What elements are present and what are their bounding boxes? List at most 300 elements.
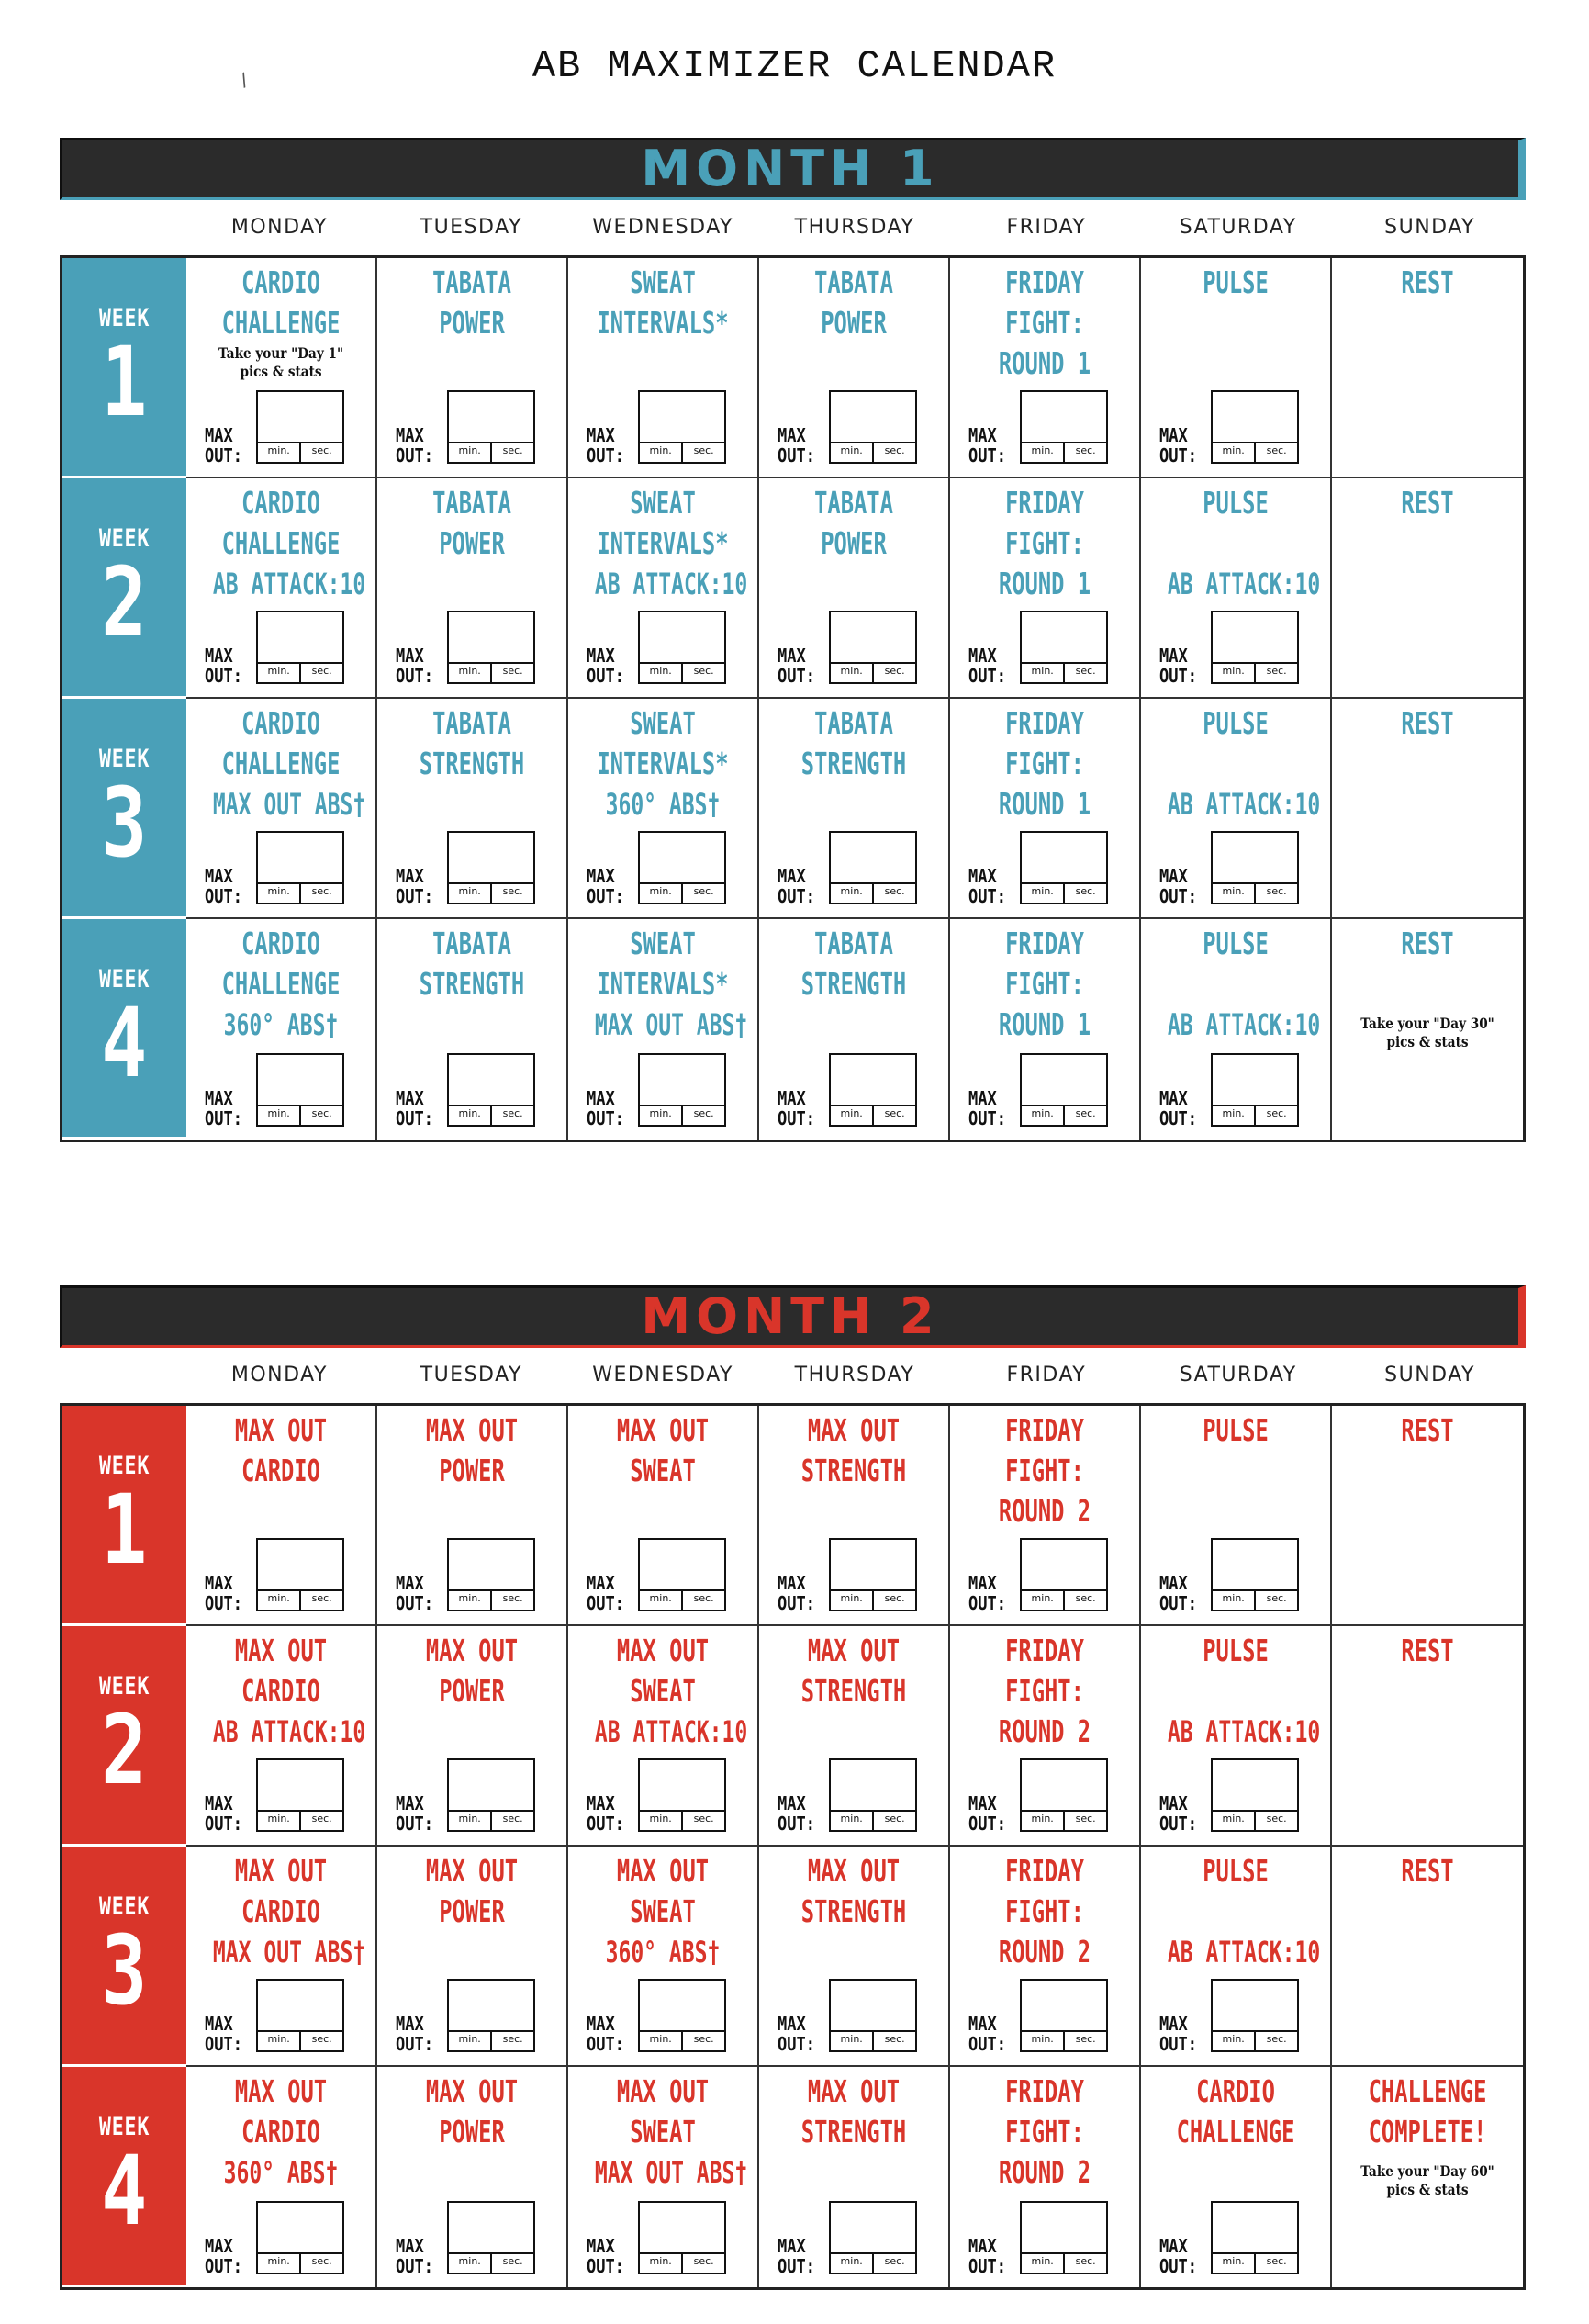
max-out-time-box[interactable]: [829, 2201, 917, 2274]
max-out-time-box[interactable]: [447, 831, 535, 904]
seconds-label: sec.: [884, 1107, 905, 1119]
minutes-label: min.: [449, 1591, 492, 1610]
max-out-label-line: MAX: [396, 1572, 424, 1594]
week-number: 2: [101, 1694, 148, 1806]
max-out-label: [1159, 1793, 1197, 1834]
max-out-label-line: OUT:: [587, 1592, 624, 1614]
minutes-label: min.: [640, 2254, 683, 2273]
max-out-entry: [396, 831, 535, 907]
max-out-entry: [205, 1979, 344, 2055]
workout-cell: [759, 699, 950, 919]
workout-name: FIGHT:: [1005, 1673, 1084, 1709]
max-out-time-box[interactable]: [447, 611, 535, 684]
week-word: WEEK: [98, 745, 151, 773]
max-out-time-box[interactable]: [638, 1758, 726, 1832]
workout-addon: MAX OUT ABS†: [212, 1935, 366, 1970]
max-out-label: [778, 646, 815, 686]
workout-cell: [186, 699, 377, 919]
max-out-time-box[interactable]: [1211, 831, 1299, 904]
workout-addon: 360° ABS†: [605, 787, 721, 822]
max-out-label-line: MAX: [587, 645, 615, 667]
max-out-time-box[interactable]: [1020, 831, 1108, 904]
seconds-label: sec.: [884, 2033, 905, 2045]
seconds-label: sec.: [1075, 2255, 1096, 2267]
max-out-label-line: MAX: [1159, 1792, 1188, 1814]
month-1-banner: [60, 138, 1526, 200]
day-header-sunday: SUNDAY: [1384, 1364, 1475, 1387]
max-out-entry: [778, 390, 917, 464]
max-out-label-line: OUT:: [396, 885, 433, 907]
max-out-time-units: [638, 882, 726, 904]
max-out-time-units: [256, 1589, 344, 1611]
workout-name: TABATA: [814, 926, 893, 961]
workout-cell: [377, 1626, 568, 1847]
workout-name: CHALLENGE: [221, 525, 341, 561]
max-out-label: [1159, 646, 1197, 686]
max-out-label-line: MAX: [778, 1792, 806, 1814]
workout-cell: [186, 1626, 377, 1847]
workout-name: CHALLENGE: [1368, 2073, 1487, 2109]
workout-name: CARDIO: [241, 926, 320, 961]
seconds-label: sec.: [1266, 885, 1287, 897]
workout-name: REST: [1401, 485, 1454, 521]
max-out-entry: [1159, 1758, 1299, 1835]
max-out-time-box[interactable]: [447, 2201, 535, 2274]
workout-cell: [568, 478, 759, 699]
workout-name: PULSE: [1203, 1633, 1269, 1668]
max-out-label-line: OUT:: [205, 2033, 242, 2055]
workout-name: FRIDAY: [1005, 705, 1084, 741]
max-out-label: [396, 425, 433, 466]
max-out-time-box[interactable]: [1211, 1538, 1299, 1611]
minutes-label: min.: [1022, 884, 1065, 903]
max-out-label-line: MAX: [1159, 645, 1188, 667]
max-out-label: [396, 1573, 433, 1613]
workout-cell: [1141, 1847, 1332, 2067]
seconds-label: sec.: [884, 885, 905, 897]
workout-name: CARDIO: [241, 264, 320, 300]
max-out-label-line: OUT:: [205, 665, 242, 687]
max-out-label-line: OUT:: [587, 2255, 624, 2277]
max-out-label-line: MAX: [587, 1792, 615, 1814]
seconds-label: sec.: [884, 444, 905, 456]
max-out-label: [205, 2014, 242, 2054]
minutes-label: min.: [640, 884, 683, 903]
workout-name: ROUND 1: [998, 566, 1091, 601]
max-out-label-line: OUT:: [587, 665, 624, 687]
max-out-label: [587, 2236, 624, 2276]
workout-name: MAX OUT: [616, 1412, 710, 1448]
workout-name: TABATA: [814, 264, 893, 300]
max-out-entry: [396, 1979, 535, 2055]
workout-cell: [377, 919, 568, 1140]
week-number: 4: [101, 2135, 148, 2247]
week-word: WEEK: [98, 1452, 151, 1480]
max-out-entry: [396, 1053, 535, 1127]
seconds-label: sec.: [1266, 2033, 1287, 2045]
max-out-label: [1159, 1573, 1197, 1613]
minutes-label: min.: [1022, 2254, 1065, 2273]
workout-name: FIGHT:: [1005, 525, 1084, 561]
workout-cell: [568, 2067, 759, 2287]
week-word: WEEK: [98, 304, 151, 332]
max-out-time-units: [1020, 2252, 1108, 2274]
max-out-label-line: MAX: [205, 865, 233, 887]
minutes-label: min.: [831, 1812, 874, 1830]
max-out-time-units: [1211, 662, 1299, 684]
seconds-label: sec.: [693, 2255, 714, 2267]
max-out-time-box[interactable]: [829, 1053, 917, 1127]
workout-name: PULSE: [1203, 1853, 1269, 1889]
max-out-time-box[interactable]: [829, 1758, 917, 1832]
max-out-entry: [396, 1538, 535, 1614]
max-out-label-line: MAX: [1159, 1572, 1188, 1594]
workout-name: STRENGTH: [800, 1673, 907, 1709]
max-out-entry: [968, 1758, 1108, 1835]
minutes-label: min.: [258, 443, 301, 462]
max-out-time-units: [256, 442, 344, 464]
workout-cell: [377, 1847, 568, 2067]
document-title: AB MAXIMIZER CALENDAR: [532, 44, 1057, 88]
workout-cell: [568, 699, 759, 919]
workout-name: FRIDAY: [1005, 2073, 1084, 2109]
workout-name: ROUND 2: [998, 1493, 1091, 1529]
max-out-entry: [587, 1538, 726, 1614]
max-out-time-units: [829, 662, 917, 684]
max-out-time-units: [1020, 442, 1108, 464]
workout-name: MAX OUT: [234, 1853, 328, 1889]
max-out-time-units: [638, 1810, 726, 1832]
max-out-label-line: MAX: [396, 2013, 424, 2035]
workout-cell: [568, 919, 759, 1140]
workout-cell: [759, 478, 950, 699]
workout-name: STRENGTH: [800, 746, 907, 781]
minutes-label: min.: [258, 1106, 301, 1125]
max-out-time-box[interactable]: [1020, 1538, 1108, 1611]
workout-name: CARDIO: [241, 485, 320, 521]
max-out-label: [205, 425, 242, 466]
workout-name: CHALLENGE: [221, 746, 341, 781]
max-out-entry: [205, 2201, 344, 2277]
max-out-time-box[interactable]: [1211, 611, 1299, 684]
workout-cell: [950, 2067, 1141, 2287]
max-out-entry: [968, 1538, 1108, 1614]
workout-cell: [1332, 699, 1523, 919]
max-out-time-box[interactable]: [256, 390, 344, 464]
max-out-time-box[interactable]: [1211, 1758, 1299, 1832]
max-out-time-box[interactable]: [829, 1979, 917, 2052]
seconds-label: sec.: [311, 2033, 332, 2045]
max-out-label-line: MAX: [205, 1087, 233, 1109]
max-out-entry: [587, 831, 726, 907]
max-out-label-line: MAX: [396, 645, 424, 667]
max-out-entry: [1159, 390, 1299, 464]
workout-name: FIGHT:: [1005, 746, 1084, 781]
max-out-entry: [587, 1758, 726, 1835]
workout-name: COMPLETE!: [1368, 2114, 1487, 2150]
day-header-monday: MONDAY: [230, 1364, 328, 1387]
seconds-label: sec.: [693, 665, 714, 677]
max-out-label-line: MAX: [396, 424, 424, 446]
workout-name: CARDIO: [241, 1673, 320, 1709]
max-out-label: [205, 866, 242, 906]
minutes-label: min.: [1022, 1106, 1065, 1125]
max-out-time-units: [256, 882, 344, 904]
seconds-label: sec.: [1075, 1107, 1096, 1119]
workout-name: MAX OUT: [807, 1853, 901, 1889]
seconds-label: sec.: [502, 2255, 523, 2267]
day-header-saturday: SATURDAY: [1179, 216, 1297, 239]
minutes-label: min.: [1213, 1106, 1256, 1125]
seconds-label: sec.: [311, 1107, 332, 1119]
max-out-time-units: [829, 2252, 917, 2274]
workout-name: POWER: [439, 2114, 505, 2150]
photo-note-line: Take your "Day 60": [1360, 2162, 1494, 2180]
max-out-time-box[interactable]: [256, 1758, 344, 1832]
minutes-label: min.: [1022, 443, 1065, 462]
workout-name: MAX OUT: [234, 1633, 328, 1668]
max-out-time-box[interactable]: [1020, 1979, 1108, 2052]
workout-name: ROUND 2: [998, 1934, 1091, 1970]
max-out-time-box[interactable]: [829, 831, 917, 904]
max-out-time-units: [447, 662, 535, 684]
max-out-label-line: OUT:: [968, 1107, 1006, 1129]
seconds-label: sec.: [311, 885, 332, 897]
max-out-time-box[interactable]: [1020, 611, 1108, 684]
max-out-label: [968, 1793, 1006, 1834]
max-out-label-line: OUT:: [205, 1107, 242, 1129]
max-out-time-units: [638, 1589, 726, 1611]
photo-note: [200, 344, 361, 381]
workout-name: SWEAT: [630, 264, 696, 300]
workout-name: CARDIO: [241, 1453, 320, 1488]
workout-cell: [377, 258, 568, 478]
max-out-label-line: MAX: [1159, 2013, 1188, 2035]
seconds-label: sec.: [693, 444, 714, 456]
max-out-time-box[interactable]: [256, 2201, 344, 2274]
max-out-time-box[interactable]: [256, 611, 344, 684]
workout-cell: [377, 1406, 568, 1626]
minutes-label: min.: [449, 664, 492, 682]
max-out-label: [396, 866, 433, 906]
workout-cell: [1332, 478, 1523, 699]
workout-name: ROUND 2: [998, 1713, 1091, 1749]
minutes-label: min.: [449, 884, 492, 903]
minutes-label: min.: [640, 443, 683, 462]
max-out-time-box[interactable]: [256, 831, 344, 904]
max-out-time-box[interactable]: [638, 390, 726, 464]
minutes-label: min.: [1213, 1812, 1256, 1830]
max-out-label-line: MAX: [1159, 2235, 1188, 2257]
workout-cell: [950, 1847, 1141, 2067]
stray-pen-mark: /: [237, 68, 252, 93]
max-out-time-box[interactable]: [447, 1538, 535, 1611]
workout-name: PULSE: [1203, 926, 1269, 961]
max-out-entry: [1159, 611, 1299, 687]
max-out-label: [968, 866, 1006, 906]
workout-name: PULSE: [1203, 705, 1269, 741]
max-out-time-units: [1211, 2030, 1299, 2052]
workout-name: SWEAT: [630, 2114, 696, 2150]
workout-name: PULSE: [1203, 264, 1269, 300]
seconds-label: sec.: [693, 2033, 714, 2045]
minutes-label: min.: [258, 2254, 301, 2273]
max-out-time-units: [447, 2030, 535, 2052]
seconds-label: sec.: [1266, 1813, 1287, 1824]
max-out-label-line: OUT:: [1159, 885, 1197, 907]
max-out-label: [1159, 425, 1197, 466]
seconds-label: sec.: [502, 444, 523, 456]
max-out-time-box[interactable]: [1020, 2201, 1108, 2274]
max-out-label: [1159, 2014, 1197, 2054]
max-out-label-line: OUT:: [778, 2033, 815, 2055]
seconds-label: sec.: [1266, 665, 1287, 677]
max-out-time-box[interactable]: [447, 1053, 535, 1127]
workout-cell: [1141, 478, 1332, 699]
week-label: [62, 1626, 186, 1847]
day-header-sunday: SUNDAY: [1384, 216, 1475, 239]
max-out-time-box[interactable]: [256, 1979, 344, 2052]
max-out-label-line: OUT:: [205, 444, 242, 466]
workout-name: REST: [1401, 1853, 1454, 1889]
max-out-label-line: MAX: [587, 865, 615, 887]
minutes-label: min.: [1213, 2032, 1256, 2050]
max-out-time-box[interactable]: [829, 390, 917, 464]
week-word: WEEK: [98, 2113, 151, 2141]
max-out-time-box[interactable]: [1211, 1053, 1299, 1127]
seconds-label: sec.: [311, 1592, 332, 1604]
seconds-label: sec.: [502, 1107, 523, 1119]
workout-name: CHALLENGE: [221, 966, 341, 1002]
workout-cell: [186, 258, 377, 478]
week-word: WEEK: [98, 1672, 151, 1701]
max-out-label-line: OUT:: [1159, 2033, 1197, 2055]
max-out-entry: [968, 2201, 1108, 2277]
max-out-time-box[interactable]: [1020, 1053, 1108, 1127]
max-out-label-line: OUT:: [778, 444, 815, 466]
max-out-time-box[interactable]: [638, 831, 726, 904]
max-out-label-line: OUT:: [1159, 1107, 1197, 1129]
workout-cell: [950, 1626, 1141, 1847]
seconds-label: sec.: [693, 885, 714, 897]
max-out-label-line: MAX: [205, 645, 233, 667]
max-out-label: [778, 1088, 815, 1128]
max-out-label-line: OUT:: [396, 2255, 433, 2277]
max-out-time-box[interactable]: [829, 611, 917, 684]
max-out-time-box[interactable]: [256, 1053, 344, 1127]
max-out-time-units: [829, 442, 917, 464]
seconds-label: sec.: [1075, 665, 1096, 677]
max-out-label-line: MAX: [396, 1087, 424, 1109]
max-out-time-units: [447, 2252, 535, 2274]
max-out-entry: [778, 1758, 917, 1835]
max-out-label: [968, 1088, 1006, 1128]
max-out-label: [587, 425, 624, 466]
max-out-entry: [205, 611, 344, 687]
workout-name: TABATA: [432, 705, 511, 741]
minutes-label: min.: [258, 884, 301, 903]
max-out-time-box[interactable]: [1020, 1758, 1108, 1832]
max-out-time-units: [638, 1105, 726, 1127]
seconds-label: sec.: [311, 2255, 332, 2267]
max-out-time-units: [256, 662, 344, 684]
photo-note-line: pics & stats: [240, 363, 322, 380]
minutes-label: min.: [258, 2032, 301, 2050]
workout-name: MAX OUT: [807, 1412, 901, 1448]
seconds-label: sec.: [1075, 885, 1096, 897]
photo-note-line: pics & stats: [1386, 1033, 1469, 1050]
max-out-time-units: [256, 1810, 344, 1832]
max-out-time-box[interactable]: [638, 1979, 726, 2052]
max-out-time-box[interactable]: [447, 390, 535, 464]
max-out-time-box[interactable]: [256, 1538, 344, 1611]
max-out-time-box[interactable]: [1211, 390, 1299, 464]
max-out-label-line: MAX: [205, 1792, 233, 1814]
workout-addon: AB ATTACK:10: [212, 1714, 366, 1749]
workout-name: FRIDAY: [1005, 1853, 1084, 1889]
max-out-time-box[interactable]: [1211, 1979, 1299, 2052]
max-out-time-units: [256, 1105, 344, 1127]
week-word: WEEK: [98, 965, 151, 994]
max-out-time-units: [1020, 662, 1108, 684]
workout-name: CARDIO: [241, 705, 320, 741]
max-out-label: [396, 2014, 433, 2054]
max-out-label: [778, 2236, 815, 2276]
max-out-time-box[interactable]: [638, 1538, 726, 1611]
max-out-entry: [396, 2201, 535, 2277]
max-out-entry: [205, 1053, 344, 1127]
minutes-label: min.: [640, 1812, 683, 1830]
max-out-time-box[interactable]: [829, 1538, 917, 1611]
workout-name: SWEAT: [630, 926, 696, 961]
max-out-time-units: [1211, 2252, 1299, 2274]
minutes-label: min.: [449, 2254, 492, 2273]
max-out-entry: [396, 390, 535, 464]
max-out-label-line: MAX: [1159, 1087, 1188, 1109]
workout-addon: 360° ABS†: [223, 2155, 339, 2190]
max-out-label: [587, 1793, 624, 1834]
seconds-label: sec.: [502, 665, 523, 677]
max-out-time-box[interactable]: [1211, 2201, 1299, 2274]
seconds-label: sec.: [1266, 444, 1287, 456]
max-out-time-box[interactable]: [638, 1053, 726, 1127]
max-out-time-box[interactable]: [638, 611, 726, 684]
workout-name: SWEAT: [630, 1673, 696, 1709]
minutes-label: min.: [258, 1591, 301, 1610]
max-out-label-line: OUT:: [1159, 665, 1197, 687]
workout-cell: [186, 478, 377, 699]
max-out-label-line: OUT:: [396, 444, 433, 466]
max-out-label-line: OUT:: [1159, 1592, 1197, 1614]
max-out-label-line: MAX: [396, 1792, 424, 1814]
workout-name: FRIDAY: [1005, 1633, 1084, 1668]
max-out-time-box[interactable]: [638, 2201, 726, 2274]
max-out-entry: [587, 1979, 726, 2055]
max-out-entry: [396, 1758, 535, 1835]
max-out-label: [778, 425, 815, 466]
max-out-time-box[interactable]: [447, 1979, 535, 2052]
workout-name: MAX OUT: [425, 1853, 519, 1889]
workout-addon: AB ATTACK:10: [594, 1714, 748, 1749]
workout-name: REST: [1401, 264, 1454, 300]
max-out-time-box[interactable]: [1020, 390, 1108, 464]
week-number: 3: [101, 767, 148, 879]
max-out-time-box[interactable]: [447, 1758, 535, 1832]
minutes-label: min.: [831, 2032, 874, 2050]
max-out-time-units: [1020, 1105, 1108, 1127]
max-out-time-units: [447, 1810, 535, 1832]
max-out-label-line: MAX: [396, 865, 424, 887]
